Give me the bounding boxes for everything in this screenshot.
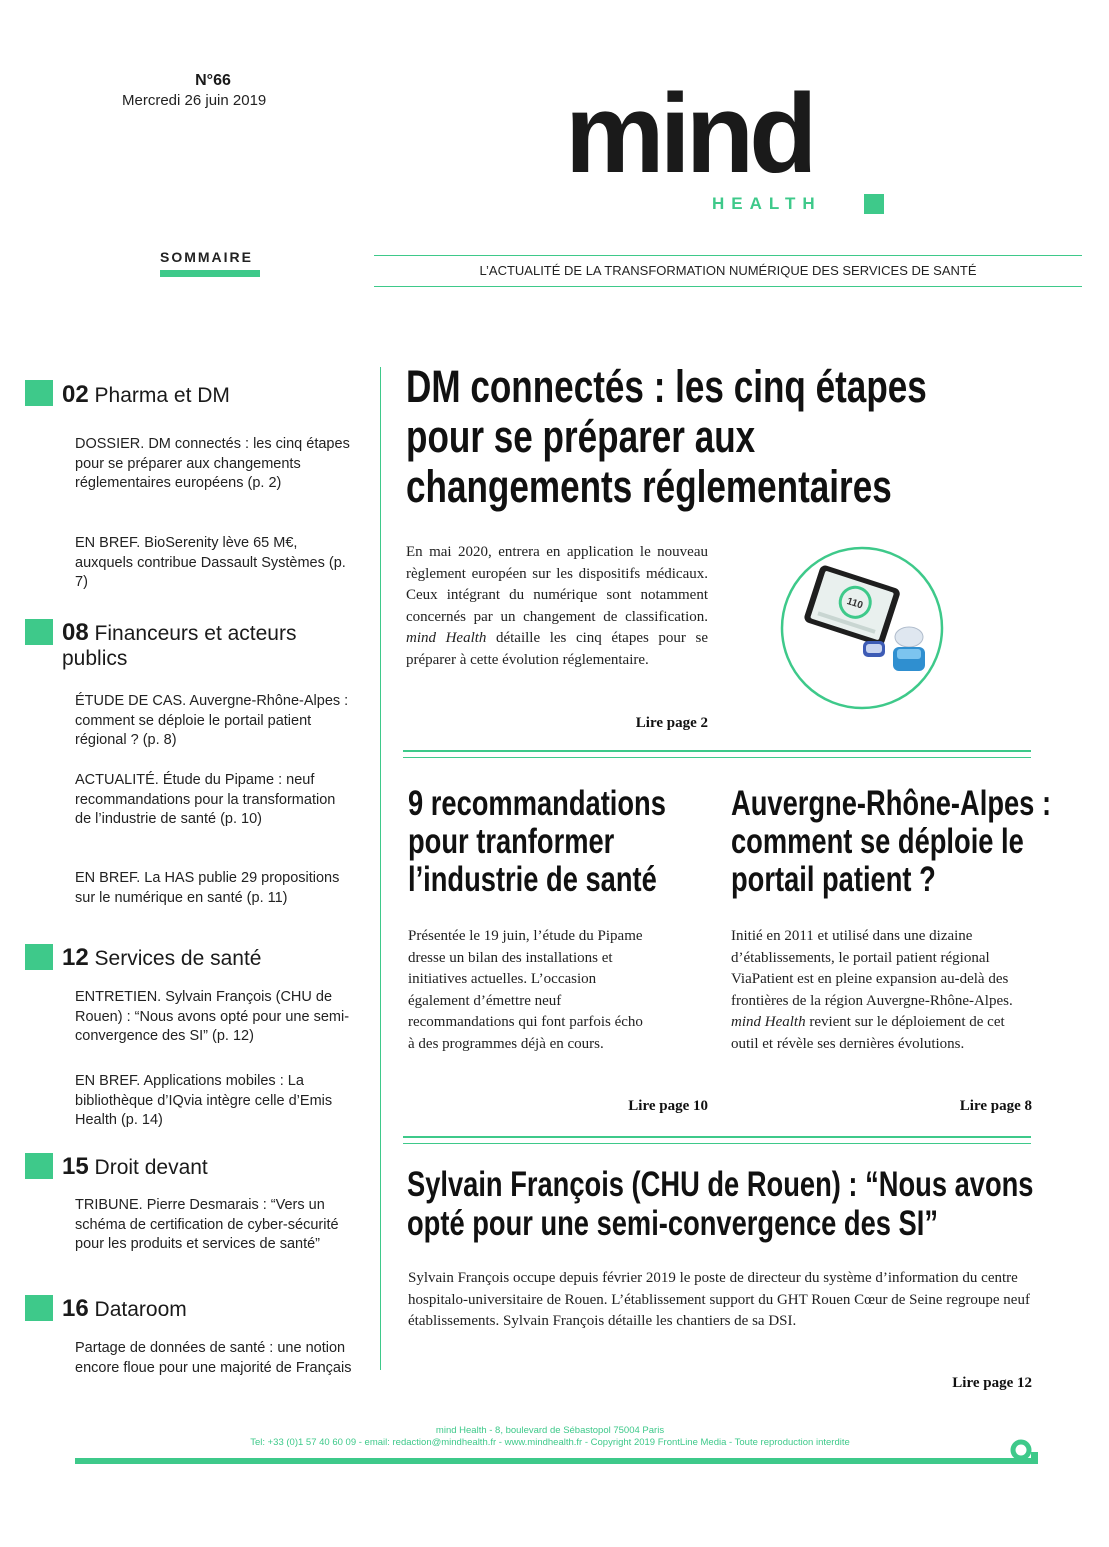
section-square-icon <box>25 619 53 645</box>
toc-entry[interactable]: EN BREF. Applications mobiles : La bibliothèque d’IQvia intègre celle d’Emis Health (p. 14) <box>75 1073 333 1128</box>
section-square-icon <box>25 944 53 970</box>
logo-wordmark: mind <box>565 71 813 196</box>
article-pipame-headline[interactable]: 9 recommandations pour tranformer l’industrie de santé <box>408 784 666 899</box>
toc-section-title[interactable]: 12 Services de santé <box>62 944 262 971</box>
lead-headline[interactable]: DM connectés : les cinq étapes pour se préparer aux changements réglementaires <box>406 361 927 512</box>
issue-number: N°66 <box>195 72 231 89</box>
logo-health: HEALTH <box>712 194 822 213</box>
article-rouen-read-more-link[interactable]: Lire page 12 <box>952 1375 1032 1391</box>
toc-entry[interactable]: Partage de données de santé : une notion encore floue pour une majorité de Français <box>75 1340 352 1376</box>
tagline-rule-top <box>374 255 1082 256</box>
lead-read-more-link[interactable]: Lire page 2 <box>635 715 708 731</box>
corner-logo-mark-icon <box>1007 1438 1041 1464</box>
toc-entry[interactable]: ACTUALITÉ. Étude du Pipame : neuf recommandations pour la transformation de l’industrie de santé (p. 10) <box>75 772 336 827</box>
sommaire-underline <box>160 270 260 277</box>
article-ara-headline[interactable]: Auvergne-Rhône-Alpes : comment se déploie le portail patient ? <box>731 784 1052 899</box>
toc-entry[interactable]: EN BREF. BioSerenity lève 65 M€, auxquels contribue Dassault Systèmes (p. 7) <box>75 535 346 590</box>
article-ara-read-more-link[interactable]: Lire page 8 <box>959 1098 1032 1114</box>
toc-entry[interactable]: TRIBUNE. Pierre Desmarais : “Vers un schéma de certification de cyber-sécurité pour les produits et services de santé” <box>75 1197 339 1252</box>
device-reading: 110 <box>845 596 865 612</box>
tagline-rule-bottom <box>374 286 1082 287</box>
toc-section-title[interactable]: 16 Dataroom <box>62 1295 187 1322</box>
lead-body: En mai 2020, entrera en application le nouveau règlement européen sur les dispositifs médicaux. Ceux intégrant du numérique sont notamment concernés par un changement de classification. mind Health détaille les cinq étapes pour se préparer à cette évolution réglementaire. <box>406 544 708 668</box>
connected-device-illustration <box>779 545 945 711</box>
toc-entry[interactable]: EN BREF. La HAS publie 29 propositions sur le numérique en santé (p. 11) <box>75 870 340 906</box>
footer-contact: Tel: +33 (0)1 57 40 60 09 - email: redaction@mindhealth.fr - www.mindhealth.fr - Copyright 2019 FrontLine Media - Toute reproduction interdite <box>250 1437 850 1448</box>
section-square-icon <box>25 1153 53 1179</box>
sommaire-label: SOMMAIRE <box>160 249 253 265</box>
toc-entry[interactable]: ENTRETIEN. Sylvain François (CHU de Rouen) : “Nous avons opté pour une semi-convergence des SI” (p. 12) <box>75 989 350 1044</box>
logo-square-icon <box>864 194 884 214</box>
toc-entry[interactable]: ÉTUDE DE CAS. Auvergne-Rhône-Alpes : comment se déploie le portail patient régional ? (p. 8) <box>75 693 349 748</box>
article-ara-body: Initié en 2011 et utilisé dans une dizaine d’établissements, le portail patient régional ViaPatient est en pleine expansion au-delà des frontières de la région Auvergne-Rhône-Alpes. mind Health revient sur le déploiement de cet outil et révèle ses dernières évolutions. <box>731 928 1013 1052</box>
section-square-icon <box>25 380 53 406</box>
footer-bar <box>75 1458 1038 1464</box>
article-rouen-headline[interactable]: Sylvain François (CHU de Rouen) : “Nous avons opté pour une semi-convergence des SI” <box>407 1165 1034 1243</box>
footer-address: mind Health - 8, boulevard de Sébastopol 75004 Paris <box>435 1425 665 1436</box>
column-divider <box>380 367 381 1370</box>
tagline: L’ACTUALITÉ DE LA TRANSFORMATION NUMÉRIQUE DES SERVICES DE SANTÉ <box>479 263 977 278</box>
article-rouen-body: Sylvain François occupe depuis février 2019 le poste de directeur du système d’information du centre hospitalo-universitaire de Rouen. L’établissement support du GHT Rouen Cœur de Seine regroupe neuf établissements. Sylvain François détaille les chantiers de sa DSI. <box>408 1270 1030 1329</box>
toc-section-title[interactable]: 02 Pharma et DM <box>62 381 230 408</box>
article-pipame-body: Présentée le 19 juin, l’étude du Pipame dresse un bilan des installations et initiatives actuelles. L’occasion également d’émettre neuf recommandations qui font parfois écho à des programmes déjà en cours. <box>408 928 643 1052</box>
article-pipame-read-more-link[interactable]: Lire page 10 <box>628 1098 708 1114</box>
article-divider <box>403 1136 1031 1144</box>
article-divider <box>403 750 1031 758</box>
toc-entry[interactable]: DOSSIER. DM connectés : les cinq étapes pour se préparer aux changements réglementaires européens (p. 2) <box>75 436 350 491</box>
section-square-icon <box>25 1295 53 1321</box>
toc-section-title[interactable]: 15 Droit devant <box>62 1153 208 1180</box>
issue-date: Mercredi 26 juin 2019 <box>122 92 267 109</box>
toc-section-title[interactable]: 08 Financeurs et acteurs publics <box>62 619 297 670</box>
